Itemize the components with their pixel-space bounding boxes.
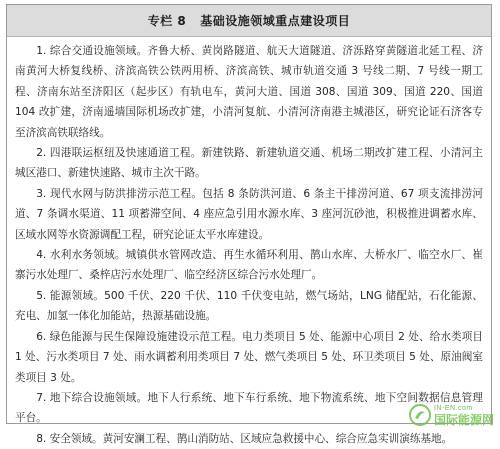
column-tag: 专栏 8 — [147, 14, 187, 28]
item-underground: 7. 地下综合设施领域。地下人行系统、地下车行系统、地下物流系统、地下空间数据信息管理平台。 — [15, 391, 483, 425]
column-header — [7, 5, 491, 37]
watermark — [409, 404, 494, 426]
column-content — [7, 37, 491, 449]
item-safety: 8. 安全领域。黄河安澜工程、鹊山消防站、区域应急救援中心、综合应急实训演练基地。 — [36, 432, 453, 445]
item-transport: 1. 综合交通设施领域。齐鲁大桥、黄岗路隧道、航天大道隧道、济泺路穿黄隧道北延工程、济南黄河大桥复线桥、济滨高铁公铁两用桥、济滨高铁、城市轨道交通 3 号线二期、7 号线一期工程、济南东站至济阳区（起步区）有轨电车，黄河大道、国道 308、国道 309、国道 220、国道 104 改扩建，济南遥墙国际机场改扩建，小清河复航、小清河济南港主城港区，研究论证石济客专至济滨高铁联络线。 — [15, 45, 483, 139]
item-water-utilities: 4. 水利水务领域。城镇供水管网改造、再生水循环利用、鹊山水库、大桥水厂、临空水厂、崔寨污水处理厂、桑梓店污水处理厂、临空经济区综合污水处理厂。 — [15, 249, 483, 282]
item-energy: 5. 能源领域。500 千伏、220 千伏、110 千伏变电站，燃气场站，LNG 储配站，石化能源、充电、加氢一体化加能站，热源基础设施。 — [15, 289, 483, 323]
in-en-logo-icon — [409, 404, 431, 426]
item-green-energy: 6. 绿色能源与民生保障设施建设示范工程。电力类项目 5 处、能源中心项目 2 处、给水类项目 1 处、污水类项目 7 处、雨水调蓄利用类项目 7 处、燃气类项目 5 处、环卫类项目 5 处、原油阀室类项目 3 处。 — [15, 330, 483, 384]
item-four-port-hub: 2. 四港联运枢纽及快速通道工程。新建铁路、新建轨道交通、机场二期改扩建工程、小清河主城区港口、新建快速路、城市主次干路。 — [15, 147, 483, 180]
column-title: 基础设施领域重点建设项目 — [200, 14, 351, 28]
item-water-network: 3. 现代水网与防洪排涝示范工程。包括 8 条防洪河道、6 条主干排涝河道、67 项支流排涝河道、7 条调水渠道、11 项蓄滞空间、4 座应急引用水源水库、3 座河沉砂池，积极推进调蓄水库、区域水网等水资源调配工程，研究论证太平水库建设。 — [15, 187, 483, 241]
column-box — [6, 4, 494, 445]
watermark-name: 国际能源网 — [433, 412, 494, 427]
watermark-domain: IN-EN.com — [433, 404, 473, 412]
